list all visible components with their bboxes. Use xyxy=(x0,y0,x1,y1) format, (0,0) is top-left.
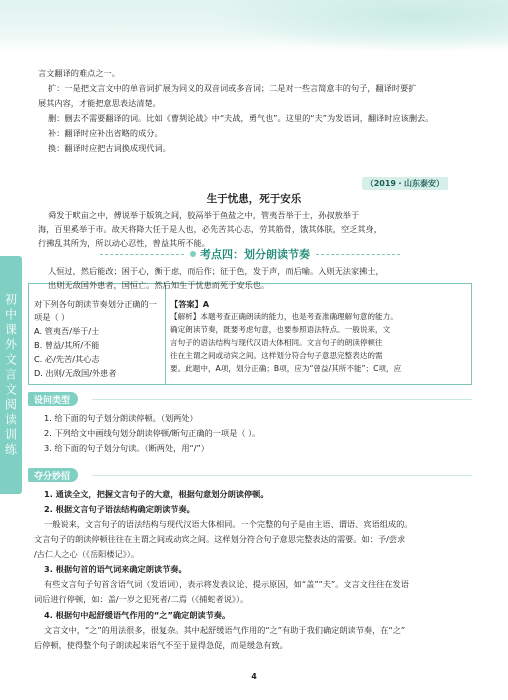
tip-heading: 1. 通读全文，把握文言句子的大意，根据句意划分朗读停顿。 xyxy=(44,489,269,499)
tip-heading: 4. 根据句中起舒缓语气作用的“之”确定朗读节奏。 xyxy=(44,610,231,620)
question-stem: 项是（ ） xyxy=(34,312,70,322)
text-line: 删：删去不需要翻译的词。比如《曹刿论战》中“夫战，勇气也”。这里的“夫”为发语词，翻译时应该删去。 xyxy=(48,113,434,123)
poem-title: 生于忧患，死于安乐 xyxy=(206,193,302,205)
text-line: 展其内容，才能把意思表达清楚。 xyxy=(38,98,161,108)
poem-line: 海，百里奚举于市。故天将降大任于是人也，必先苦其心志，劳其筋骨，饿其体肤，空乏其身， xyxy=(38,224,382,234)
keypoint-rule-left xyxy=(100,254,184,255)
tip-text: 文言文中，“之”的用法很多，很复杂。其中起舒缓语气作用的“之”有助于我们确定朗读节奏，在“之” xyxy=(44,625,406,635)
question-type-item: 3. 给下面的句子划分句读。（断两处，用“/”） xyxy=(44,443,209,453)
side-tab-label: 初中课外文言文阅读训练 xyxy=(3,292,18,458)
section-rule xyxy=(92,475,472,476)
question-option: B. 曾益/其所/不能 xyxy=(34,340,100,350)
tip-text: 一般说来，文言句子的语法结构与现代汉语大体相同。一个完整的句子是由主语、谓语、宾语组成的。 xyxy=(44,519,413,529)
tip-text: 有些文言句子句首含语气词（发语词），表示将发表议论、提示原因，如“盖”“夫”。文言文往往在发语 xyxy=(44,579,409,589)
answer-line: 确定朗读节奏，既要考虑句意，也要参照语法特点。一般说来，文 xyxy=(170,325,391,334)
poem-line: 出则无敌国外患者，国恒亡。然后知生于忧患而死于安乐也。 xyxy=(48,280,270,290)
question-option: A. 管夷吾/举于/士 xyxy=(34,326,100,336)
question-stem: 对下列各句朗读节奏划分正确的一 xyxy=(34,299,157,309)
answer-label: 【答案】A xyxy=(170,299,210,309)
answer-line: 要。此题中，A项，划分正确；B项，应为“曾益/其所不能”；C项，应 xyxy=(170,364,402,373)
tip-heading: 2. 根据文言句子语法结构确定朗读节奏。 xyxy=(44,504,195,514)
keypoint-heading xyxy=(100,245,400,263)
tip-text: /古仁人之心（《岳阳楼记》）。 xyxy=(34,549,140,559)
source-tag: （2019・山东泰安） xyxy=(362,177,448,190)
side-tab xyxy=(0,256,22,494)
text-line: 补：翻译时应补出省略的成分。 xyxy=(48,128,163,138)
question-type-item: 1. 给下面的句子划分朗读停顿。（划两处） xyxy=(44,413,198,423)
header-decoration xyxy=(0,0,508,52)
text-line: 言文翻译的难点之一。 xyxy=(38,68,120,78)
header-wave xyxy=(208,0,508,52)
keypoint-rule-right xyxy=(316,254,400,255)
question-option: C. 必/先苦/其心志 xyxy=(34,354,100,364)
poem-line: 人恒过，然后能改；困于心，衡于虑，而后作；征于色，发于声，而后喻。入则无法家拂士， xyxy=(48,266,384,276)
keypoint-title-wrap xyxy=(184,246,316,262)
poem-line: 舜发于畎亩之中，傅说举于版筑之间，胶鬲举于鱼盐之中，管夷吾举于士，孙叔敖举于 xyxy=(48,210,360,220)
keypoint-title: 考点四：划分朗读节奏 xyxy=(200,248,310,261)
answer-line: 往在主谓之间或动宾之间。这样划分符合句子意思完整表达的需 xyxy=(170,351,383,360)
answer-line: 言句子的语法结构与现代汉语大体相同。文言句子的朗读停顿往 xyxy=(170,338,383,347)
bullet-icon xyxy=(190,251,196,257)
tip-text: 后停顿，使得整个句子朗读起来语气不至于显得急促，而是缓急有致。 xyxy=(34,640,288,650)
question-divider xyxy=(165,284,166,384)
tip-text: 词后进行停顿，如：盖/一岁之犯死者/二焉（《捕蛇者说》）。 xyxy=(34,594,249,604)
section-heading-tips: 夺分妙招 xyxy=(28,468,78,482)
question-option: D. 出则/无敌国/外患者 xyxy=(34,368,117,378)
question-type-item: 2. 下列给文中画线句划分朗读停顿/断句正确的一项是（ ）。 xyxy=(44,428,261,438)
section-heading-question-types: 设问类型 xyxy=(28,392,78,406)
text-line: 换：翻译时应把古词换成现代词。 xyxy=(48,143,171,153)
tip-text: 文言句子的朗读停顿往往在主谓之间或动宾之间。这样划分符合句子意思完整表达的需要。如：予/尝求 xyxy=(34,534,406,544)
text-line: 扩：一是把文言文中的单音词扩展为同义的双音词或多音词；二是对一些言简意丰的句子，翻译时要扩 xyxy=(48,83,417,93)
page-number: 4 xyxy=(251,672,257,681)
answer-line: 【解析】本题考查正确朗读的能力，也是考查准确理解句意的能力。 xyxy=(170,312,398,321)
section-rule xyxy=(92,399,472,400)
poem-line: 行拂乱其所为，所以动心忍性，曾益其所不能。 xyxy=(38,238,210,248)
tip-heading: 3. 根据句首的语气词来确定朗读节奏。 xyxy=(44,564,187,574)
